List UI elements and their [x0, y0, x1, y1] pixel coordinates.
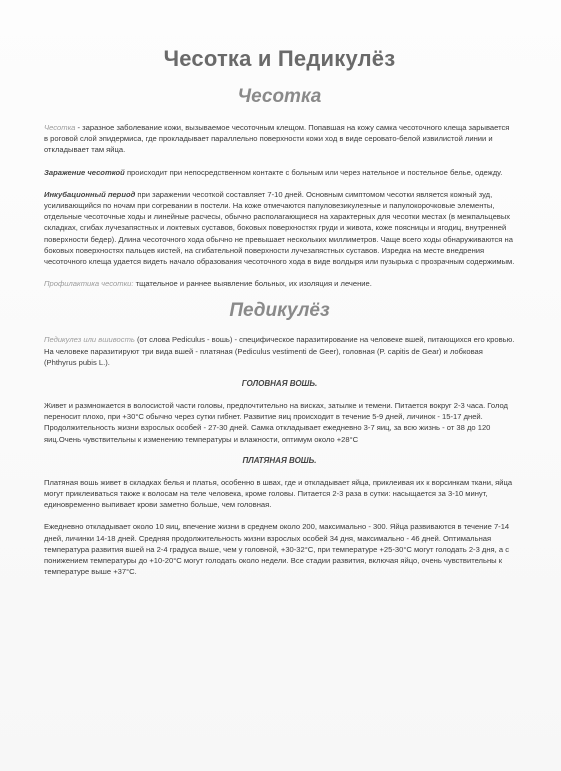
section-heading-scabies: Чесотка [237, 86, 322, 107]
scabies-incubation-paragraph [44, 189, 515, 267]
body-lice-paragraph-2: Ежедневно откладывает около 10 яиц, впечение жизни в среднем около 200, максимально - 300. Яйца развиваются в течение 7-14 дней, личинки 14-18 дней. Средняя продолжительность жизни взрослых особей 34 дня, максимально - 46 дней. Оптимальная температура развития вшей на 2-4 градуса выше, чем у головной, +30-32°С, при температуре +25-30°С могут голодать 2-3 дня, а с понижением температуры до +10-20°С могут голодать около недели. Все стадии развития, включая яйцо, очень чувствительны к температуре выше +37°С. [44, 522, 510, 577]
head-lice-paragraph: Живет и размножается в волосистой части головы, предпочтительно на висках, затылке и темени. Питается вокруг 2-3 часа. Голод переносит плохо, при +30°С обычно через сутки гибнет. Развитие яиц происходит в течение 5-9 дней, личинок - 15-17 дней. Продолжительность жизни взрослых особей - 27-30 дней. Самка откладывает ежедневно 3-7 яиц, за всю жизнь - от 38 до 120 яиц.Очень чувствительны к изменению температуры и влажности, оптимум около +28°С [44, 401, 508, 444]
pediculosis-definition-paragraph [44, 334, 515, 368]
body-lice-paragraph-1: Платяная вошь живет в складках белья и платья, особенно в швах, где и откладывает яйца, приклеивая их к ворсинкам ткани, яйца могут приклеиваться также к волосам на теле человека, кроме головы. Питается 2-3 раза в сутки: насыщается за 3-10 минут, единовременно выпивает крови заметно больше, чем головная. [44, 477, 513, 510]
subheading-head-lice: ГОЛОВНАЯ ВОШЬ. [241, 379, 318, 389]
scabies-incubation-text: при заражении чесоткой составляет 7-10 дней. Основным симптомом чесотки является кожный зуд, усиливающийся по ночам при согревании в постели. На коже отмечаются папуловезикулезные и папулокорочковые элементы, отдельные чесоточные ходы и линейные расчесы, обычно располагающиеся на характерных для чесотки местах (в межпальцевых складках, сгибах лучезапястных и локтевых суставов, боковых поверхностях груди и живота, коже поясницы и ягодиц, внутренней поверхности бедер). Длина чесоточного хода обычно не превышает нескольких миллиметров. Чаще всего ходы обнаруживаются на боковых поверхностях пальцев кистей, на сгибательной поверхности лучезапястных суставов. Изредка на месте внедрения чесоточного клеща удается видеть начало образования чесоточного хода в виде волдыря или пузырька с прозрачным содержимым. [44, 189, 515, 267]
pediculosis-definition-text: (от слова Pediculus - вошь) - специфическое паразитирование на человеке вшей, питающихся его кровью. На человеке паразитируют три вида вшей - платяная (Pediculus vestimenti de Geer), головная (P. capitis de Gear) и лобковая (Phthyrus pubis L.). [44, 335, 515, 367]
scabies-prevention-paragraph [44, 278, 515, 289]
term-prevention: Профилактика чесотки: [44, 279, 134, 289]
scabies-infection-paragraph [44, 167, 515, 178]
term-scabies: Чесотка [44, 123, 76, 132]
term-pediculosis: Педикулез или вшивость [44, 335, 135, 345]
subheading-body-lice: ПЛАТЯНАЯ ВОШЬ. [242, 455, 317, 465]
section-heading-pediculosis: Педикулёз [229, 300, 330, 322]
scabies-definition-paragraph [44, 122, 515, 156]
term-infection: Заражение чесоткой [44, 167, 125, 177]
scabies-prevention-text: тщательное и раннее выявление больных, их изоляция и лечение. [133, 279, 372, 289]
term-incubation: Инкубационный период [44, 189, 136, 199]
document-title: Чесотка и Педикулёз [163, 46, 396, 71]
scabies-definition-text: - заразное заболевание кожи, вызываемое чесоточным клещом. Попавшая на кожу самка чесоточного клеща зарывается в роговой слой эпидермиса, где прокладывает параллельно поверхности кожи ход в виде серовато-белой извилистой линии и откладывает там яйца. [44, 123, 510, 155]
scabies-infection-text: происходит при непосредственном контакте с больным или через нательное и постельное белье, одежду. [124, 167, 503, 177]
